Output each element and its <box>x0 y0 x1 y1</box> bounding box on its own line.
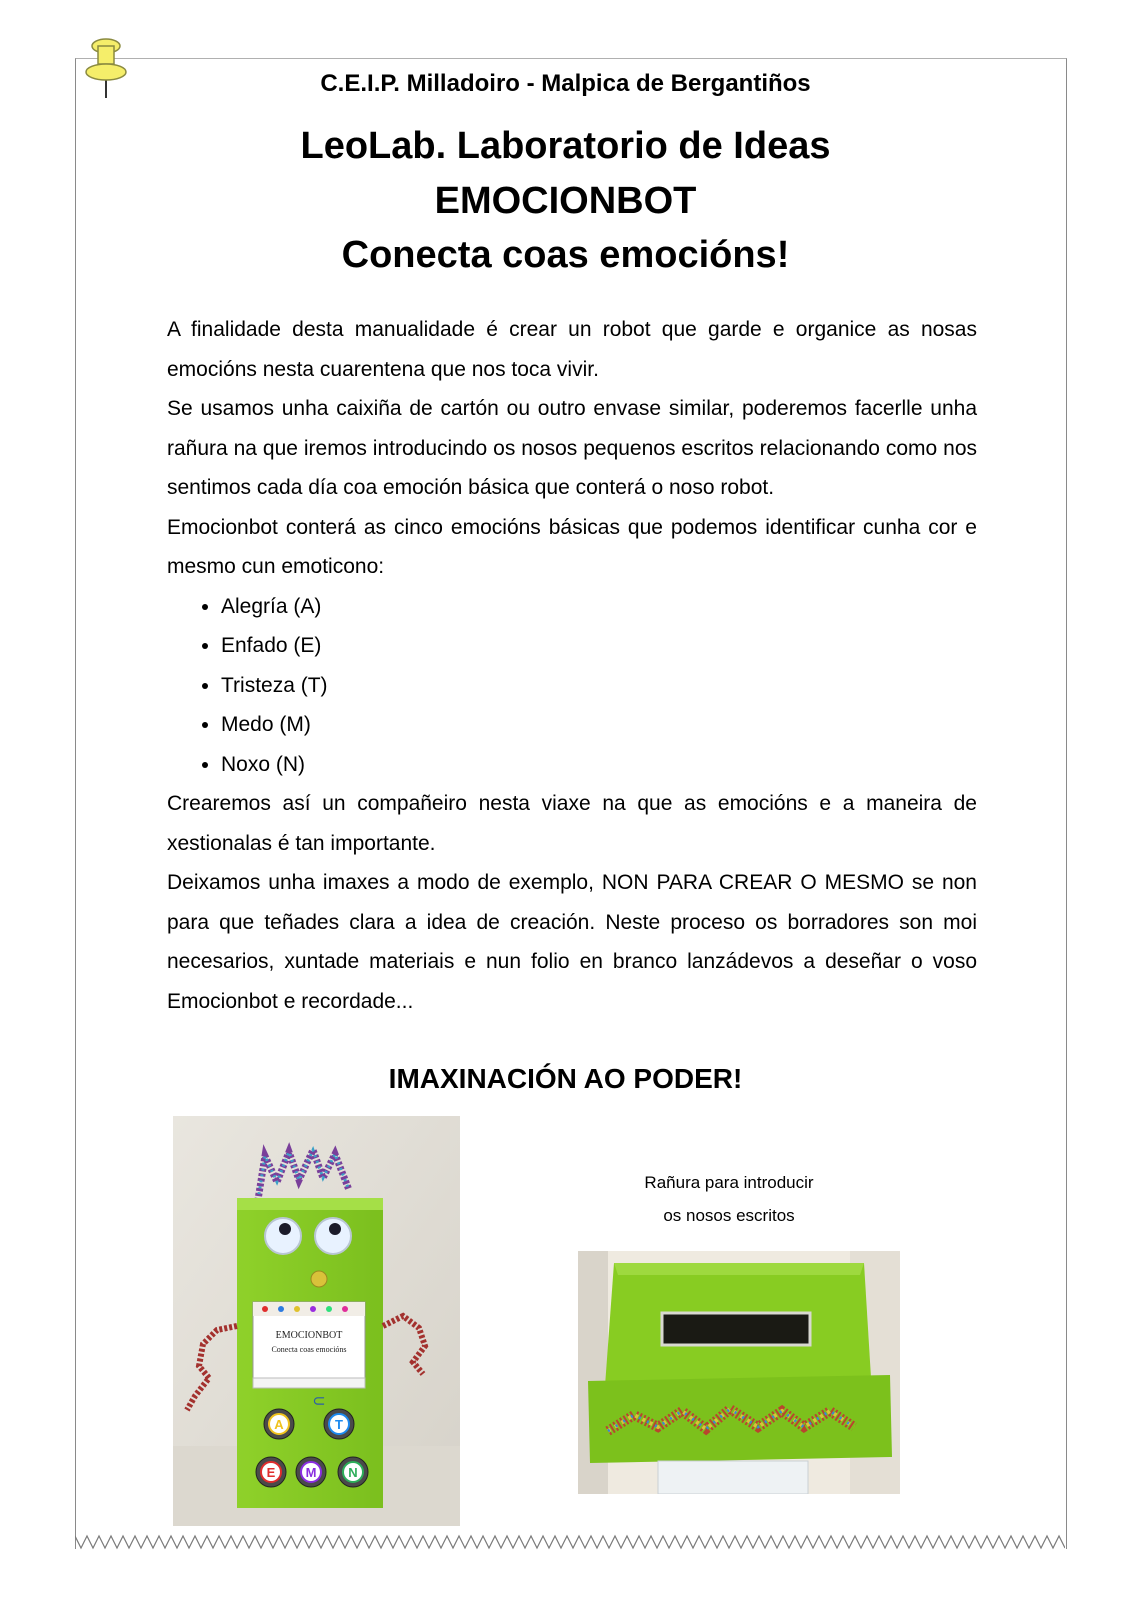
paragraph-box-slot: Se usamos unha caixiña de cartón ou outro envase similar, poderemos facerlle unha rañura na que iremos introducindo os nosos pequenos escritos relacionando como nos sentimos cada día coa emoción básica que conterá o noso robot. <box>167 397 977 499</box>
caption-line: Rañura para introducir <box>644 1173 814 1192</box>
bottle-cap-letter: A <box>274 1417 284 1432</box>
project-subtitle: Conecta coas emocións! <box>341 234 790 276</box>
bottle-cap-letter: T <box>335 1417 343 1432</box>
robot-label-text: EMOCIONBOT <box>275 1330 343 1341</box>
robot-label-subtext: Conecta coas emocións <box>271 1345 347 1354</box>
robot-photo <box>173 1116 460 1526</box>
list-item: • Enfado (E) <box>221 626 977 666</box>
zigzag-bottom-edge <box>75 1530 1065 1554</box>
list-item: • Noxo (N) <box>221 745 977 785</box>
list-item: • Tristeza (T) <box>221 666 977 706</box>
slot-photo <box>578 1251 900 1494</box>
list-item: • Alegría (A) <box>221 587 977 627</box>
closing-slogan: IMAXINACIÓN AO PODER! <box>388 1063 743 1094</box>
paragraph-emotions-intro: Emocionbot conterá as cinco emocións básicas que podemos identificar cunha cor e mesmo cun emoticono: <box>167 515 977 578</box>
bottle-cap-letter: M <box>305 1465 317 1480</box>
slot-caption <box>584 1166 874 1232</box>
body-text <box>167 310 977 1021</box>
bottle-cap-letter: E <box>266 1465 276 1480</box>
emotions-list <box>167 587 977 785</box>
caption-line: os nosos escritos <box>663 1206 795 1225</box>
paragraph-purpose: A finalidade desta manualidade é crear un robot que garde e organice as nosas emocións nesta cuarentena que nos toca vivir. <box>167 318 977 381</box>
page-title: LeoLab. Laboratorio de Ideas <box>300 125 831 167</box>
bottle-cap-letter: N <box>348 1465 358 1480</box>
svg-text:⊂: ⊂ <box>312 1393 326 1410</box>
project-title: EMOCIONBOT <box>434 180 697 222</box>
paragraph-example: Deixamos unha imaxes a modo de exemplo, NON PARA CREAR O MESMO se non para que teñades clara a idea de creación. Neste proceso os borradores son moi necesarios, xuntade materiais e nun folio en branco lanzádevos a deseñar o voso Emocionbot e recordade... <box>167 871 977 1013</box>
school-header: C.E.I.P. Milladoiro - Malpica de Bergantiños <box>320 70 811 97</box>
paragraph-companion: Crearemos así un compañeiro nesta viaxe na que as emocións e a maneira de xestionalas é tan importante. <box>167 792 977 855</box>
list-item: • Medo (M) <box>221 705 977 745</box>
